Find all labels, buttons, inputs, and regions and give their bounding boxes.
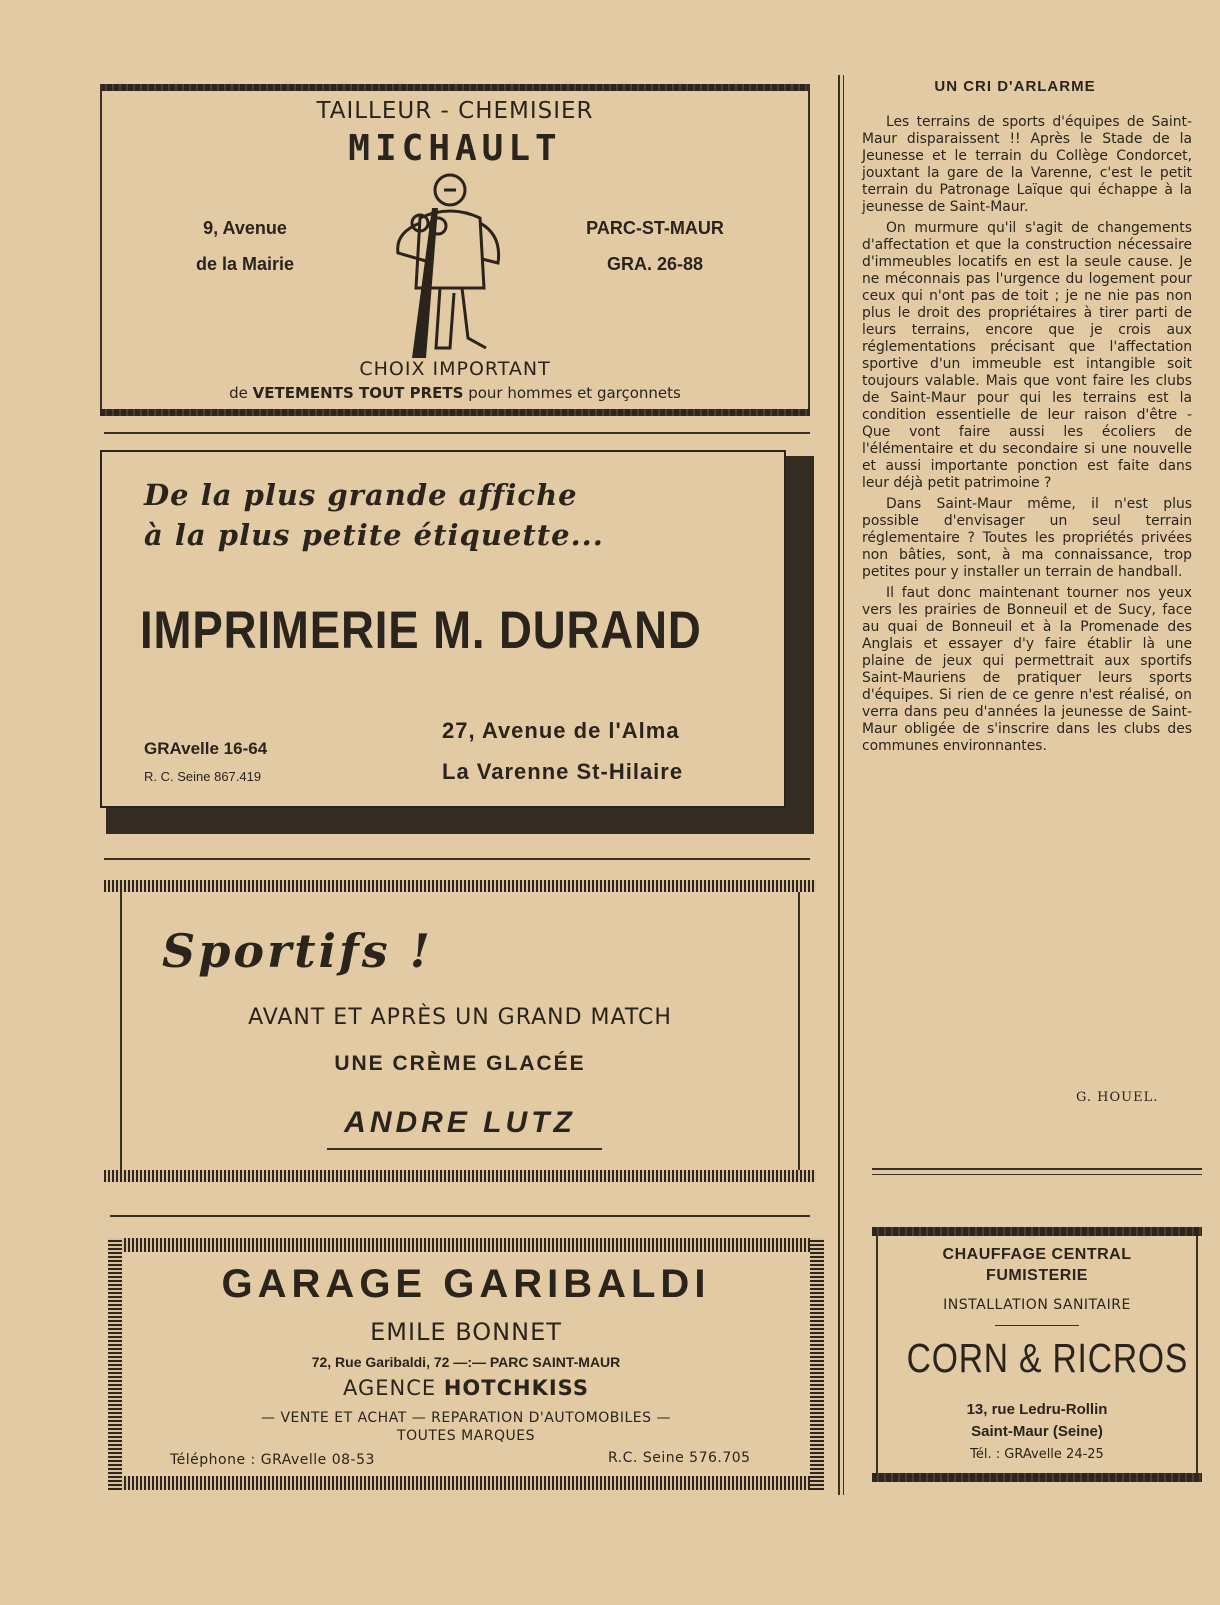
ad-border-bottom [108, 1476, 824, 1490]
agence-line [122, 1376, 810, 1400]
agence-pre: AGENCE [342, 1376, 437, 1400]
brand-name: CORN & RICROS [906, 1335, 1189, 1381]
vetements-line [102, 384, 808, 402]
city: La Varenne St-Hilaire [442, 759, 684, 784]
phone: GRA. 26-88 [606, 254, 704, 274]
address: 13, rue Ledru-Rollin [966, 1401, 1108, 1418]
column-divider-inner [843, 75, 844, 1495]
ad-border-bottom [104, 1170, 816, 1182]
article-paragraph: Les terrains de sports d'équipes de Saint-Maur disparaissent !! Après le Stade de la Jeunesse et le terrain du Collège Condorcet, jouxtant la gare de la Varenne, c'est le petit terrain du Patronage Laïque qui échappe à la jeunesse de Saint-Maur. [862, 114, 1192, 215]
ad-brand-name: MICHAULT [348, 128, 562, 169]
ad-brand-name: GARAGE GARIBALDI [221, 1262, 711, 1306]
vetements-post: pour hommes et garçonnets [468, 384, 681, 402]
address-line-2: de la Mairie [195, 254, 295, 274]
ad-border-right [810, 1238, 824, 1490]
article-paragraph: Il faut donc maintenant tourner nos yeux vers les prairies de Bonneuil et de Sucy, face au quai de Bonneuil et à la Promenade des Anglais et essayer d'y faire établir là une plaine de jeux qui permettrait aux sportifs Saint-Mauriens de pratiquer leurs sports d'équipes. Si rien de ce genre n'est réalisé, on verra dans peu d'années la jeunesse de Saint-Maur obligée de s'inscrire dans les clubs des communes environnantes. [862, 585, 1192, 754]
city: PARC-ST-MAUR [586, 218, 724, 238]
ad-border-right [1196, 1236, 1198, 1473]
divider-line [995, 1325, 1079, 1326]
ad-brand-name: IMPRIMERIE M. DURAND [140, 601, 702, 660]
services: — VENTE ET ACHAT — REPARATION D'AUTOMOBILES — [261, 1410, 671, 1426]
owner-name: EMILE BONNET [370, 1318, 562, 1346]
vetements-bold: VETEMENTS TOUT PRETS [252, 384, 464, 402]
choix-important: CHOIX IMPORTANT [359, 358, 551, 380]
fumisterie: FUMISTERIE [986, 1267, 1088, 1284]
signature: G. HOUEL. [1076, 1090, 1159, 1105]
column-divider [838, 75, 840, 1495]
phone: GRAvelle 16-64 [144, 739, 268, 758]
ad-border-bottom [872, 1473, 1202, 1482]
separator [110, 1215, 810, 1217]
line-avant-apres: AVANT ET APRÈS UN GRAND MATCH [248, 1005, 672, 1030]
address: 27, Avenue de l'Alma [442, 718, 680, 743]
tagline-2: à la plus petite étiquette... [144, 518, 604, 552]
address: 72, Rue Garibaldi, 72 —:— PARC SAINT-MAUR [311, 1354, 621, 1370]
brand-andre-lutz: ANDRE LUTZ [344, 1106, 576, 1139]
separator [104, 858, 810, 860]
tailor-illustration [380, 168, 520, 358]
line-creme-glacee: UNE CRÈME GLACÉE [334, 1052, 586, 1075]
agence-bold: HOTCHKISS [443, 1376, 589, 1400]
tagline-1: De la plus grande affiche [144, 478, 578, 512]
headline: Sportifs ! [162, 924, 433, 978]
ad-border-right [798, 892, 800, 1170]
ad-border-top [872, 1227, 1202, 1236]
brand-underline [327, 1148, 602, 1150]
rc-number: R. C. Seine 867.419 [144, 769, 262, 784]
brands: TOUTES MARQUES [397, 1428, 535, 1444]
address-line-1: 9, Avenue [203, 218, 287, 238]
separator [104, 432, 810, 434]
ad-border-top [100, 84, 810, 91]
separator [872, 1168, 1202, 1170]
rc-number: R.C. Seine 576.705 [608, 1450, 751, 1466]
phone: Tél. : GRAvelle 24-25 [970, 1447, 1104, 1462]
ad-title: TAILLEUR - CHEMISIER [316, 98, 594, 124]
chauffage-central: CHAUFFAGE CENTRAL [942, 1246, 1132, 1263]
ad-border-top [108, 1238, 824, 1252]
article-paragraph: On murmure qu'il s'agit de changements d'affectation et que la construction nécessaire d'immeubles locatifs en est la seule cause. Je ne méconnais pas l'urgence du logement pour ceux qui n'ont pas de toit ; je ne nie pas non plus le droit des propriétaires à tirer parti de leurs terrains, encore que je crois aux réglementations précisant que l'affectation sportive d'un immeuble est intangible soit toujours valable. Mais que vont faire les clubs de Saint-Maur pour qui les terrains est la condition essentielle de leur raison d'être - Que vont faire aussi les écoliers de l'élémentaire et du secondaire si une nouvelle et aussi importante ponction est faite dans leur déjà petit patrimoine ? [862, 220, 1192, 491]
phone: Téléphone : GRAvelle 08-53 [170, 1452, 375, 1468]
article-paragraph: Dans Saint-Maur même, il n'est plus possible d'envisager un seul terrain réglementaire ? Toutes les propriétés privées non bâties, sont, à ma connaissance, trop petites pour y installer un terrain de handball. [862, 496, 1192, 580]
article-title: UN CRI D'ARLARME [934, 78, 1096, 95]
ad-border-bottom [100, 409, 810, 416]
article-body [862, 114, 1192, 759]
ad-border-right [808, 84, 810, 414]
ad-border-top [104, 880, 816, 892]
ad-border-left [108, 1238, 122, 1490]
city: Saint-Maur (Seine) [971, 1423, 1103, 1440]
installation-sanitaire: INSTALLATION SANITAIRE [943, 1297, 1131, 1313]
separator [872, 1174, 1202, 1175]
vetements-pre: de [229, 384, 248, 402]
